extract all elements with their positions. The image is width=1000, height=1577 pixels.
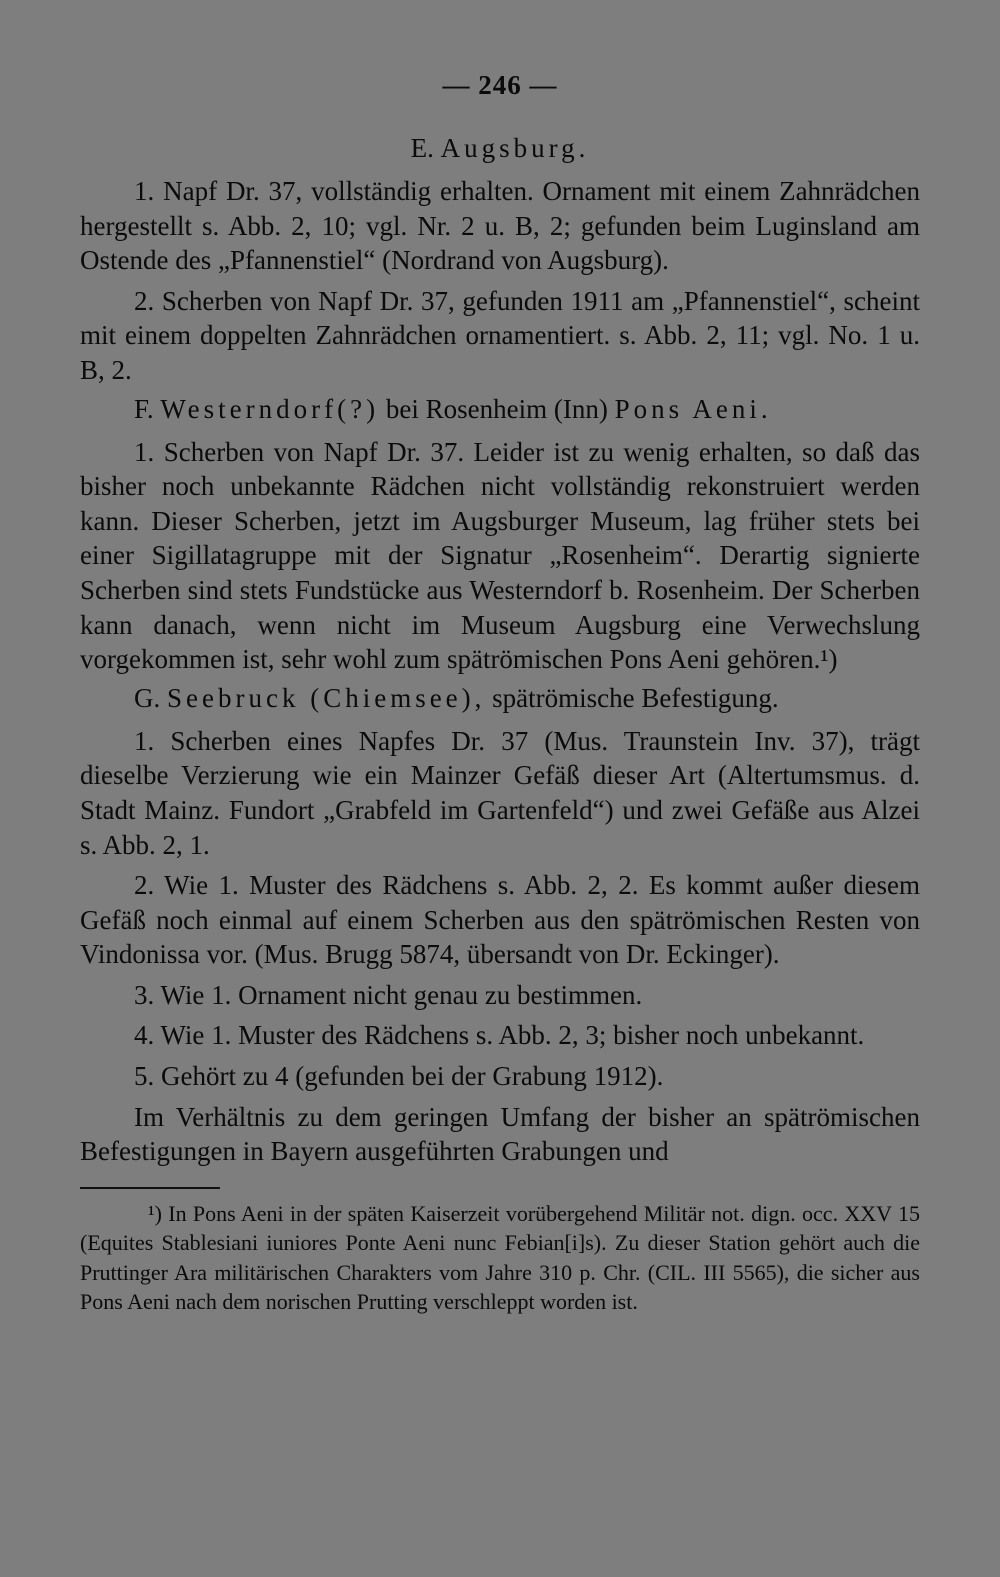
section-heading-f — [80, 394, 920, 425]
paragraph: 1. Scherben von Napf Dr. 37. Leider ist zu wenig erhalten, so daß das bisher noch unbekannte Rädchen nicht vollständig rekonstruiert werden kann. Dieser Scherben, jetzt im Augsburger Museum, lag früher stets bei einer Sigillatagruppe mit der Signatur „Rosenheim“. Derartig signierte Scherben sind stets Fundstücke aus Westerndorf b. Rosenheim. Der Scherben kann danach, wenn nicht im Museum Augsburg eine Verwechslung vorgekommen ist, sehr wohl zum spätrömischen Pons Aeni gehören.¹) — [80, 436, 920, 675]
section-heading-g — [80, 683, 920, 714]
section-letter: F. — [134, 393, 154, 424]
paragraph: 4. Wie 1. Muster des Rädchens s. Abb. 2, 3; bisher noch unbekannt. — [134, 1020, 865, 1051]
footnote: ¹) In Pons Aeni in der späten Kaiserzeit vorübergehend Militär not. dign. occ. XXV 15 (Equites Stablesiani iuniores Ponte Aeni nunc Febian[i]s). Zu dieser Station gehört auch die Pruttinger Ara militärischen Charakters vom Jahre 310 p. Chr. (CIL. III 5565), die sicher aus Pons Aeni nach dem norischen Prutting verschleppt worden ist. — [80, 1200, 920, 1315]
section-location: bei Rosenheim (Inn) — [385, 393, 608, 424]
section-description: spätrömische Befestigung. — [492, 682, 779, 713]
paragraph: 1. Scherben eines Napfes Dr. 37 (Mus. Traunstein Inv. 37), trägt dieselbe Verzierung wie ein Mainzer Gefäß dieser Art (Altertumsmus. d. Stadt Mainz. Fundort „Grabfeld im Gartenfeld“) und zwei Gefäße aus Alzei s. Abb. 2, 1. — [80, 725, 920, 860]
section-letter: E. — [410, 133, 434, 163]
paragraph: 3. Wie 1. Ornament nicht genau zu bestimmen. — [134, 979, 643, 1010]
book-page — [80, 70, 920, 1317]
page-number: — 246 — — [442, 70, 558, 100]
footnote-divider — [80, 1187, 220, 1189]
section-place: Seebruck (Chiemsee), — [167, 682, 486, 713]
section-ancient-name: Pons Aeni. — [614, 393, 772, 424]
section-place: Westerndorf(?) — [160, 393, 380, 424]
paragraph: 5. Gehört zu 4 (gefunden bei der Grabung 1912). — [134, 1061, 664, 1092]
section-letter: G. — [134, 682, 161, 713]
paragraph: 2. Scherben von Napf Dr. 37, gefunden 1911 am „Pfannenstiel“, scheint mit einem doppelten Zahnrädchen ornamentiert. s. Abb. 2, 11; vgl. No. 1 u. B, 2. — [80, 285, 920, 385]
section-heading-e — [80, 133, 920, 164]
paragraph: 1. Napf Dr. 37, vollständig erhalten. Ornament mit einem Zahnrädchen hergestellt s. Abb. 2, 10; vgl. Nr. 2 u. B, 2; gefunden beim Luginsland am Ostende des „Pfannenstiel“ (Nordrand von Augsburg). — [80, 176, 920, 276]
paragraph: Im Verhältnis zu dem geringen Umfang der bisher an spätrömischen Befestigungen in Bayern ausgeführten Grabungen und — [80, 1101, 920, 1167]
paragraph: 2. Wie 1. Muster des Rädchens s. Abb. 2, 2. Es kommt außer diesem Gefäß noch einmal auf einem Scherben aus den spätrömischen Resten von Vindonissa vor. (Mus. Brugg 5874, übersandt von Dr. Eckinger). — [80, 870, 920, 970]
section-place: Augsburg. — [440, 133, 590, 163]
